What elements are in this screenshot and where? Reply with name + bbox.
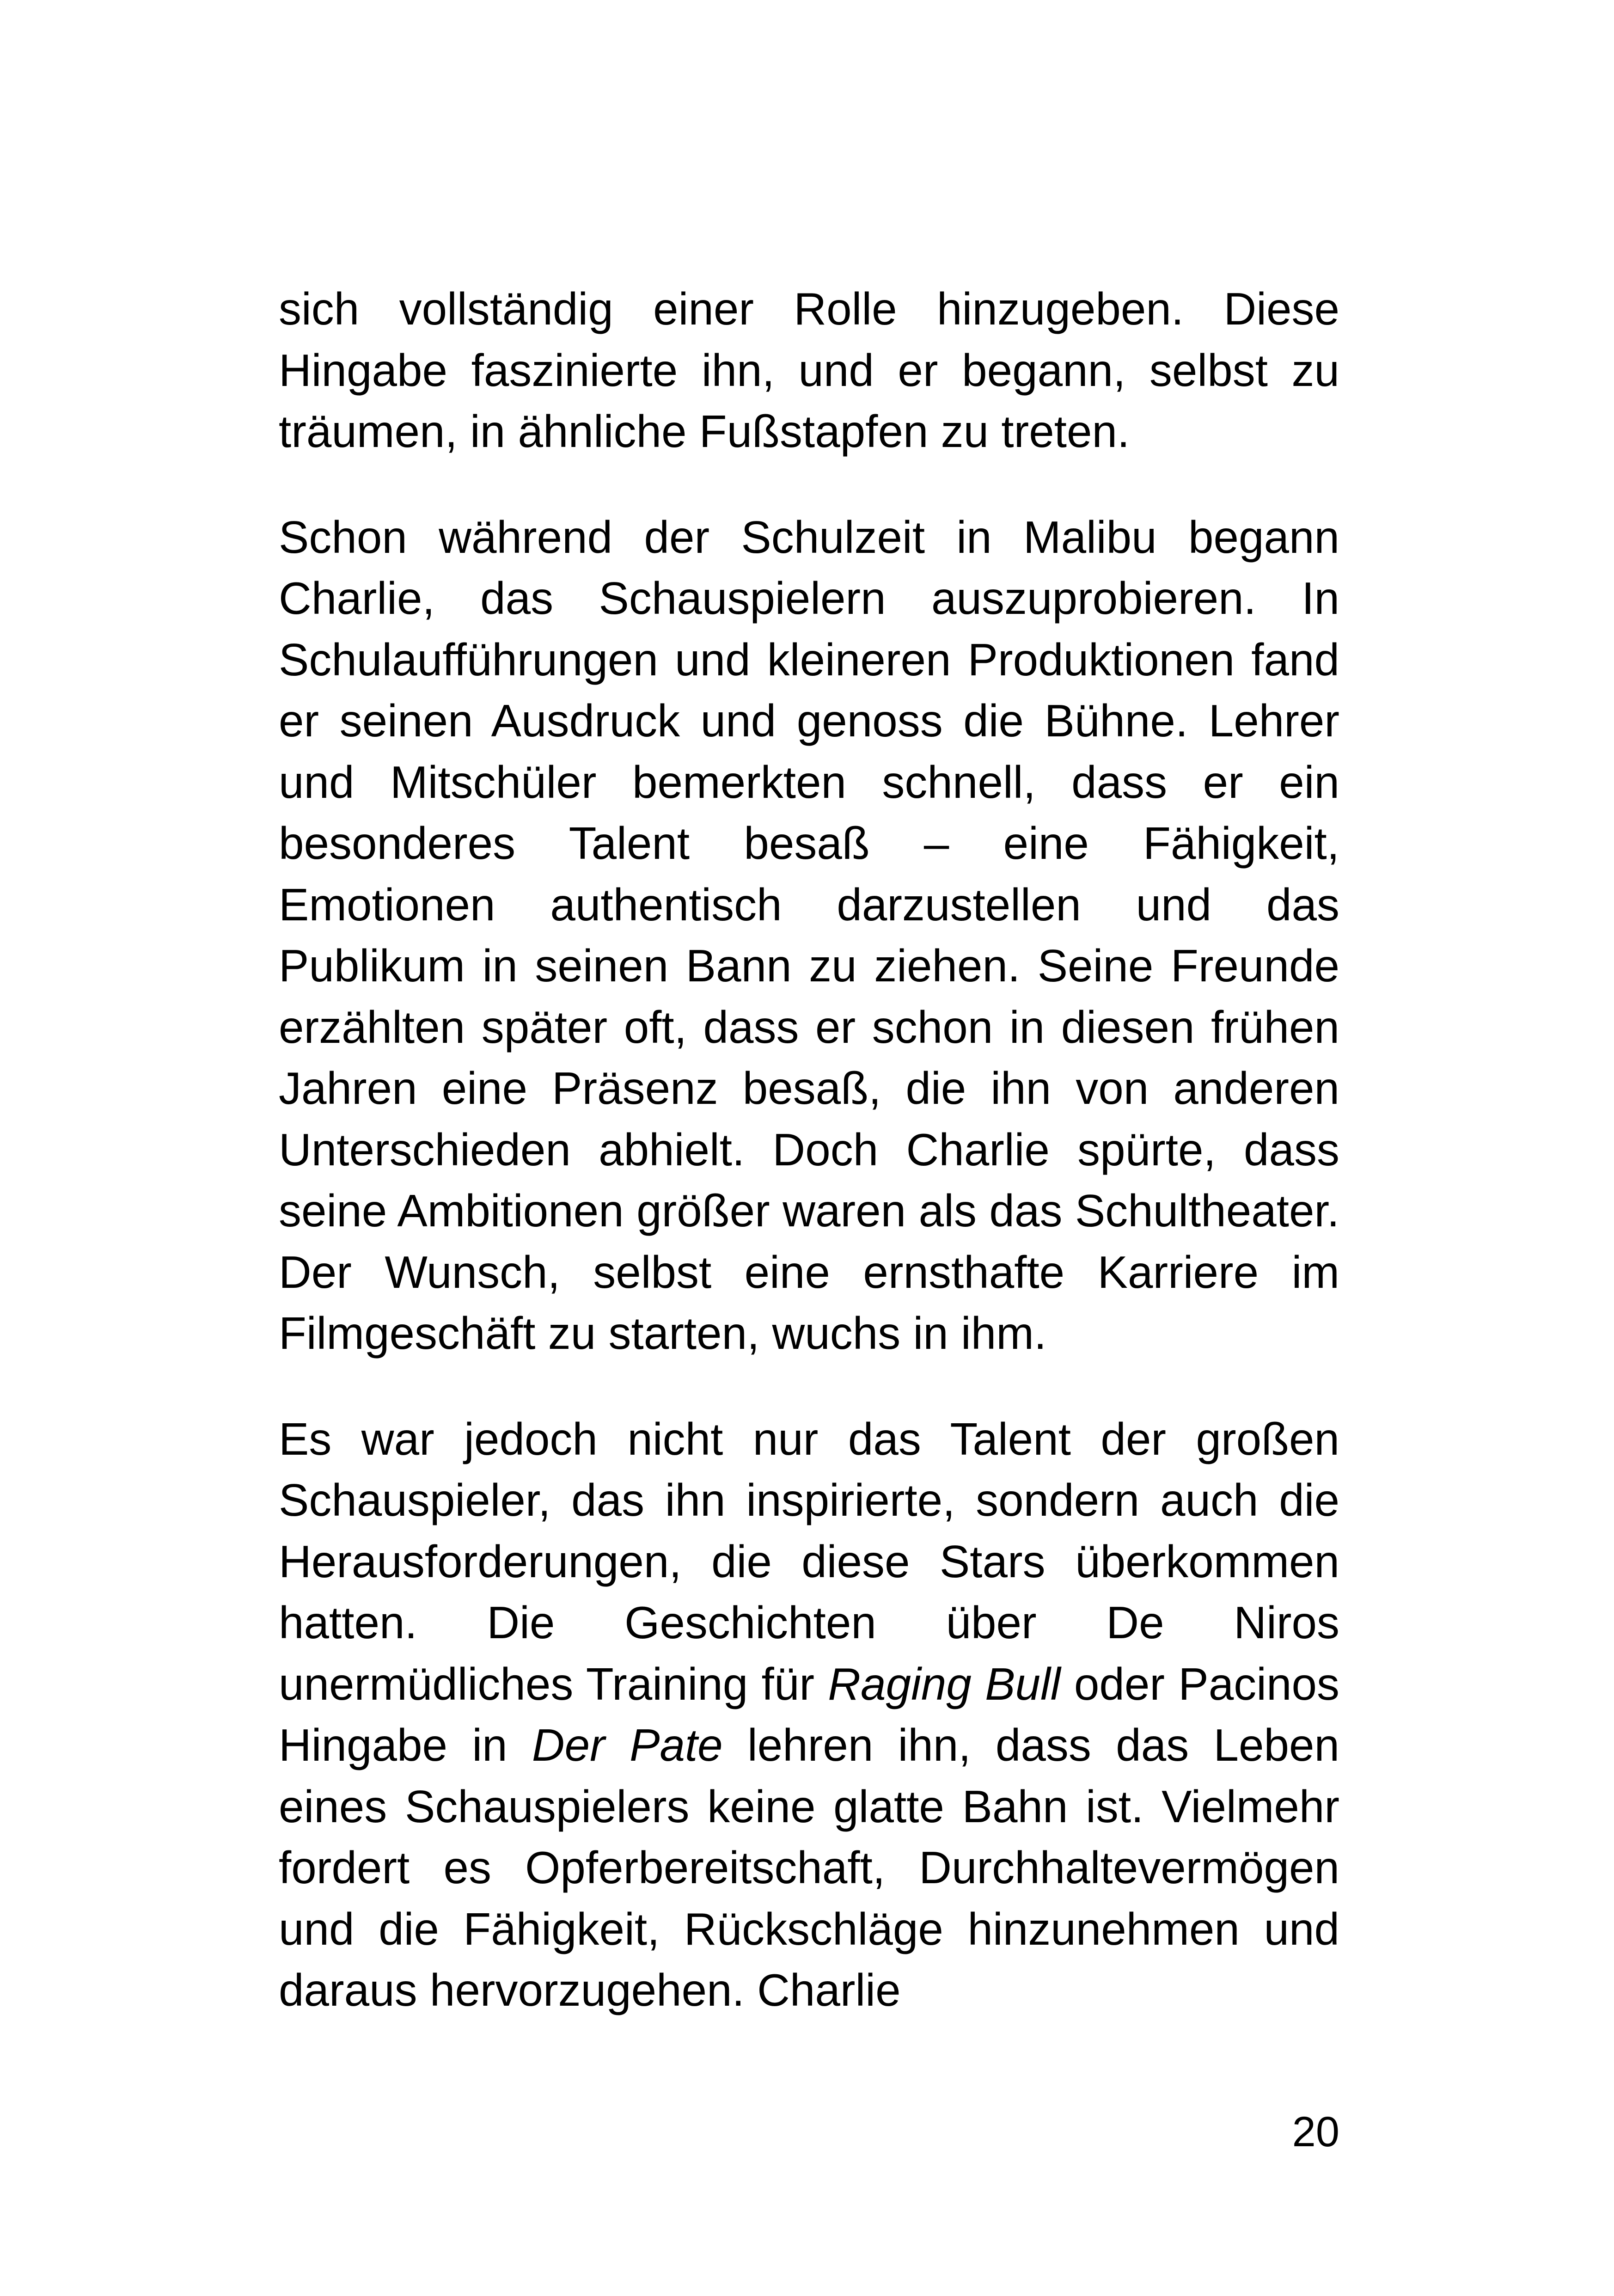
paragraph-text: Es war jedoch nicht nur das Talent der großen Schauspieler, das ihn inspirierte, sondern auch die Herausforderungen, die diese Stars überkommen hatten. Die Geschichten über De Niros unermüdliches Training für bbox=[279, 1413, 1339, 1709]
paragraph bbox=[279, 507, 1339, 1364]
paragraph-text: sich vollständig einer Rolle hinzugeben. Diese Hingabe faszinierte ihn, und er begann, selbst zu träumen, in ähnliche Fußstapfen zu treten. bbox=[279, 283, 1339, 457]
paragraph-text: lehren ihn, dass das Leben eines Schauspielers keine glatte Bahn ist. Vielmehr fordert es Opferbereitschaft, Durchhaltevermögen und die Fähigkeit, Rückschläge hinzunehmen und daraus hervorzugehen. Charlie bbox=[279, 1720, 1339, 2015]
paragraph bbox=[279, 1408, 1339, 2021]
paragraph-text: Schon während der Schulzeit in Malibu begann Charlie, das Schauspielern auszuprobieren. In Schulaufführungen und kleineren Produktionen fand er seinen Ausdruck und genoss die Bühne. Lehrer und Mitschüler bemerkten schnell, dass er ein besonderes Talent besaß – eine Fähigkeit, Emotionen authentisch darzustellen und das Publikum in seinen Bann zu ziehen. Seine Freunde erzählten später oft, dass er schon in diesen frühen Jahren eine Präsenz besaß, die ihn von anderen Unterschieden abhielt. Doch Charlie spürte, dass seine Ambitionen größer waren als das Schultheater. Der Wunsch, selbst eine ernsthafte Karriere im Filmgeschäft zu starten, wuchs in ihm. bbox=[279, 511, 1339, 1359]
paragraph bbox=[279, 278, 1339, 462]
page-body bbox=[279, 278, 1339, 2021]
paragraph-text: oder Pacinos Hingabe in bbox=[279, 1658, 1340, 1770]
film-title: Der Pate bbox=[532, 1720, 723, 1770]
film-title: Raging Bull bbox=[828, 1658, 1061, 1709]
page-number: 20 bbox=[1292, 2108, 1339, 2155]
